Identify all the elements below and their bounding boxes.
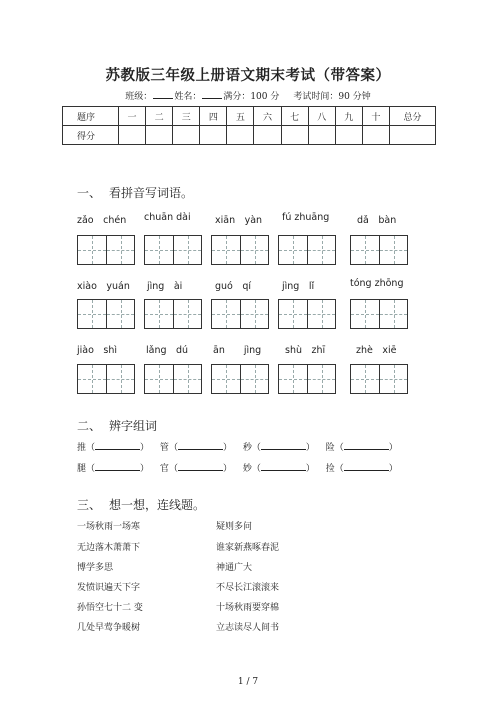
score-cell[interactable]	[390, 126, 436, 145]
word-group-row	[77, 461, 406, 474]
word-group-row	[77, 440, 406, 453]
word-pair: 秒（ ）	[242, 443, 315, 453]
pinyin-label: tóng zhōng	[350, 278, 404, 289]
writing-grid[interactable]	[77, 235, 135, 265]
match-right-item[interactable]: 不尽长江滚滚来	[216, 583, 280, 593]
score-cell[interactable]	[173, 126, 200, 145]
answer-blank[interactable]	[261, 462, 306, 471]
match-right-item[interactable]: 疑则多问	[216, 522, 253, 532]
header-cell: 六	[254, 107, 281, 126]
word-pair: 推（ ）	[77, 443, 150, 453]
word-pair: 捡（ ）	[325, 464, 398, 474]
pinyin-label: shù zhī	[285, 345, 326, 356]
class-blank[interactable]	[153, 90, 173, 99]
pinyin-label: jiào shì	[77, 345, 118, 356]
exam-time: 考试时间：90 分钟	[293, 92, 371, 102]
match-left-item[interactable]: 一场秋雨一场寒	[77, 522, 141, 532]
answer-blank[interactable]	[95, 441, 140, 450]
score-cell[interactable]	[146, 126, 173, 145]
pinyin-label: fú zhuāng	[282, 212, 330, 223]
section1-title: 看拼音写词语。	[109, 186, 194, 200]
answer-blank[interactable]	[261, 441, 306, 450]
section3-heading	[77, 496, 205, 513]
header-cell: 总分	[390, 107, 436, 126]
section2-title: 辨字组词	[109, 419, 158, 433]
score-cell[interactable]	[200, 126, 227, 145]
word-pair: 腿（ ）	[77, 464, 150, 474]
pinyin-label: xiān yàn	[215, 215, 263, 226]
section2-heading	[77, 417, 157, 434]
pinyin-label: zǎo chén	[77, 215, 127, 226]
answer-blank[interactable]	[178, 441, 223, 450]
score-cell[interactable]	[308, 126, 335, 145]
header-cell: 十	[362, 107, 389, 126]
pinyin-label: jìng lǐ	[282, 281, 315, 292]
match-left-item[interactable]: 几处早莺争暖树	[77, 623, 141, 633]
full-score: 满分：100 分	[223, 92, 280, 102]
page-title: 苏教版三年级上册语文期末考试（带答案）	[105, 67, 391, 84]
pinyin-label: chuān dài	[144, 212, 191, 223]
name-label: 姓名：	[174, 92, 202, 102]
header-cell: 二	[146, 107, 173, 126]
pinyin-label: zhè xiē	[356, 345, 397, 356]
section2-number: 二、	[77, 419, 102, 433]
score-cell[interactable]	[335, 126, 362, 145]
pinyin-label: xiào yuán	[77, 281, 130, 292]
answer-blank[interactable]	[95, 462, 140, 471]
word-pair: 官（ ）	[159, 464, 232, 474]
pinyin-label: guó qí	[215, 281, 252, 292]
answer-blank[interactable]	[344, 462, 389, 471]
section3-title: 想一想，连线题。	[109, 498, 206, 512]
match-left-item[interactable]: 发愤识遍天下字	[77, 583, 141, 593]
answer-blank[interactable]	[344, 441, 389, 450]
section3-number: 三、	[77, 498, 102, 512]
writing-grid[interactable]	[77, 299, 135, 329]
pinyin-label: dǎ bàn	[357, 215, 397, 226]
writing-grid[interactable]	[77, 364, 135, 394]
score-cell[interactable]	[119, 126, 146, 145]
page-number: 1 / 7	[237, 677, 259, 687]
header-cell: 五	[227, 107, 254, 126]
score-table-header-row	[63, 107, 436, 126]
writing-grid[interactable]	[211, 299, 269, 329]
header-cell: 四	[200, 107, 227, 126]
header-cell: 七	[281, 107, 308, 126]
score-cell[interactable]	[362, 126, 389, 145]
score-cell[interactable]	[254, 126, 281, 145]
score-cell[interactable]	[281, 126, 308, 145]
writing-grid[interactable]	[144, 235, 202, 265]
writing-grid[interactable]	[350, 235, 408, 265]
writing-grid[interactable]	[211, 235, 269, 265]
header-cell: 三	[173, 107, 200, 126]
score-cell[interactable]	[227, 126, 254, 145]
match-left-item[interactable]: 博学多思	[77, 563, 114, 573]
match-right-item[interactable]: 谁家新燕啄春泥	[216, 543, 280, 553]
score-table-score-row	[63, 126, 436, 145]
writing-grid[interactable]	[350, 364, 408, 394]
score-table	[62, 106, 436, 145]
writing-grid[interactable]	[144, 364, 202, 394]
answer-blank[interactable]	[178, 462, 223, 471]
pinyin-label: jìng ài	[147, 281, 183, 292]
header-cell: 九	[335, 107, 362, 126]
writing-grid[interactable]	[278, 364, 336, 394]
match-left-item[interactable]: 孙悟空七十二 变	[77, 603, 143, 613]
exam-info	[0, 89, 496, 102]
writing-grid[interactable]	[278, 299, 336, 329]
section1-number: 一、	[77, 186, 102, 200]
writing-grid[interactable]	[144, 299, 202, 329]
writing-grid[interactable]	[350, 299, 408, 329]
match-left-item[interactable]: 无边落木萧萧下	[77, 543, 141, 553]
word-pair: 妙（ ）	[242, 464, 315, 474]
word-pair: 险（ ）	[325, 443, 398, 453]
header-cell: 题序	[63, 107, 119, 126]
class-label: 班级：	[125, 92, 153, 102]
word-pair: 管（ ）	[159, 443, 232, 453]
match-right-item[interactable]: 立志读尽人间书	[216, 623, 280, 633]
header-cell: 八	[308, 107, 335, 126]
section1-heading	[77, 184, 193, 201]
writing-grid[interactable]	[211, 364, 269, 394]
header-cell: 一	[119, 107, 146, 126]
match-right-item[interactable]: 神通广大	[216, 563, 253, 573]
pinyin-label: lǎng dú	[146, 345, 189, 356]
match-right-item[interactable]: 十场秋雨要穿棉	[216, 603, 280, 613]
score-row-label: 得分	[63, 126, 119, 145]
writing-grid[interactable]	[278, 235, 336, 265]
pinyin-label: ān jìng	[213, 345, 262, 356]
name-blank[interactable]	[202, 90, 222, 99]
